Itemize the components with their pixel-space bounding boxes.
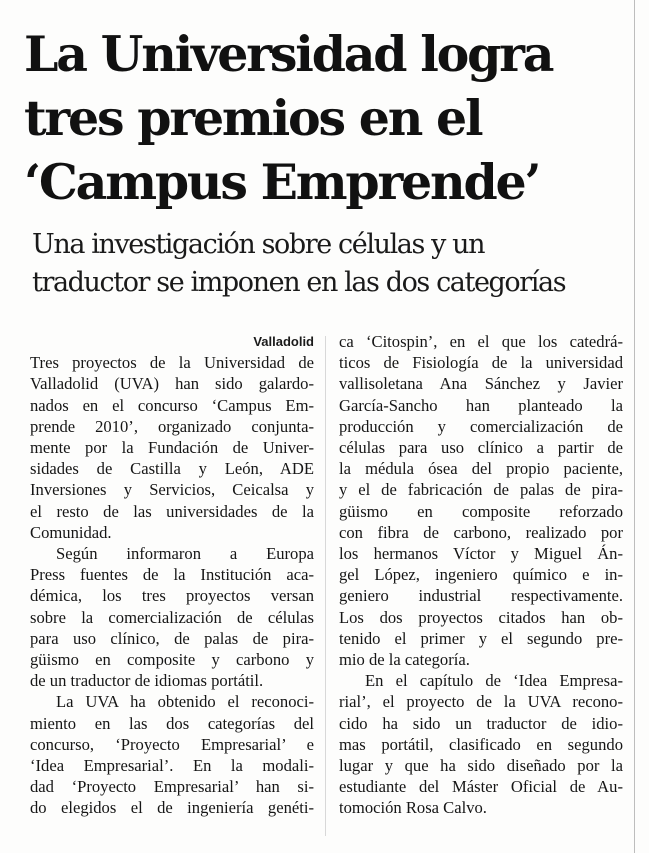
body-line: estudiante del Máster Oficial de Au- [339,777,623,797]
dateline: Valladolid [253,334,314,349]
body-line: la médula ósea del propio paciente, [339,459,623,479]
body-line: Press fuentes de la Institución aca- [30,565,314,585]
body-line: sidades de Castilla y León, ADE [30,459,314,479]
body-line: Inversiones y Servicios, Ceicalsa y [30,480,314,500]
subheadline-line: traductor se imponen en las dos categorías [32,267,566,298]
headline [24,22,634,214]
body-line: mas portátil, clasificado en segundo [339,734,623,754]
body-line: prende 2010’, organizado conjunta- [30,416,314,436]
body-line: ‘Idea Empresarial’. En la modali- [30,756,314,776]
article-column-right [339,331,623,819]
body-line: miento en las dos categorías del [30,713,314,733]
body-line: La UVA ha obtenido el reconoci- [56,692,314,712]
body-line: güismo en composite y carbono y [30,650,314,670]
article-column-left [30,331,314,819]
column-divider [325,336,326,836]
subheadline-line: Una investigación sobre células y un [32,229,485,260]
body-line: cido ha sido un traductor de idio- [339,713,623,733]
headline-line: tres premios en el [24,89,482,147]
body-line: gel López, ingeniero químico e in- [339,565,623,585]
body-line: tenido el primer y el segundo pre- [339,628,623,648]
body-line: el resto de las universidades de la [30,501,314,521]
body-line: mente por la Fundación de Univer- [30,438,314,458]
body-line: y el de fabricación de palas de pira- [339,480,623,500]
body-line: En el capítulo de ‘Idea Empresa- [365,671,623,691]
body-line: concurso, ‘Proyecto Empresarial’ e [30,734,314,754]
body-line: células para uso clínico a partir de [339,438,623,458]
body-line: García-Sancho han planteado la [339,395,623,415]
headline-line: La Universidad logra [24,25,553,83]
body-line: güismo en composite reforzado [339,501,623,521]
body-line: nados en el concurso ‘Campus Em- [30,395,314,415]
body-line: lugar y que ha sido diseñado por la [339,756,623,776]
body-line: tomoción Rosa Calvo. [339,798,487,818]
body-line: rial’, el proyecto de la UVA recono- [339,692,623,712]
body-line: mio de la categoría. [339,650,470,670]
body-line: Valladolid (UVA) han sido galardo- [30,374,314,394]
body-line: los hermanos Víctor y Miguel Án- [339,544,623,564]
body-line: démica, los tres proyectos versan [30,586,314,606]
body-line: Los dos proyectos citados han ob- [339,607,623,627]
body-line: producción y comercialización de [339,416,623,436]
body-line: dad ‘Proyecto Empresarial’ han si- [30,777,314,797]
body-line: do elegidos el de ingeniería genéti- [30,798,314,818]
body-line: ca ‘Citospin’, en el que los catedrá- [339,332,623,351]
body-line: con fibra de carbono, realizado por [339,522,623,542]
subheadline [32,226,632,302]
body-line: ticos de Fisiología de la universidad [339,353,623,373]
body-line: vallisoletana Ana Sánchez y Javier [339,374,623,394]
body-line: Según informaron a Europa [56,544,314,564]
body-line: de un traductor de idiomas portátil. [30,671,264,691]
headline-line: ‘Campus Emprende’ [24,153,540,211]
body-line: geniero industrial respectivamente. [339,586,623,606]
body-line: sobre la comercialización de células [30,607,314,627]
body-line: Comunidad. [30,522,112,542]
body-line: para uso clínico, de palas de pira- [30,628,314,648]
body-line: Tres proyectos de la Universidad de [30,353,314,373]
page-edge-rule [634,0,635,853]
